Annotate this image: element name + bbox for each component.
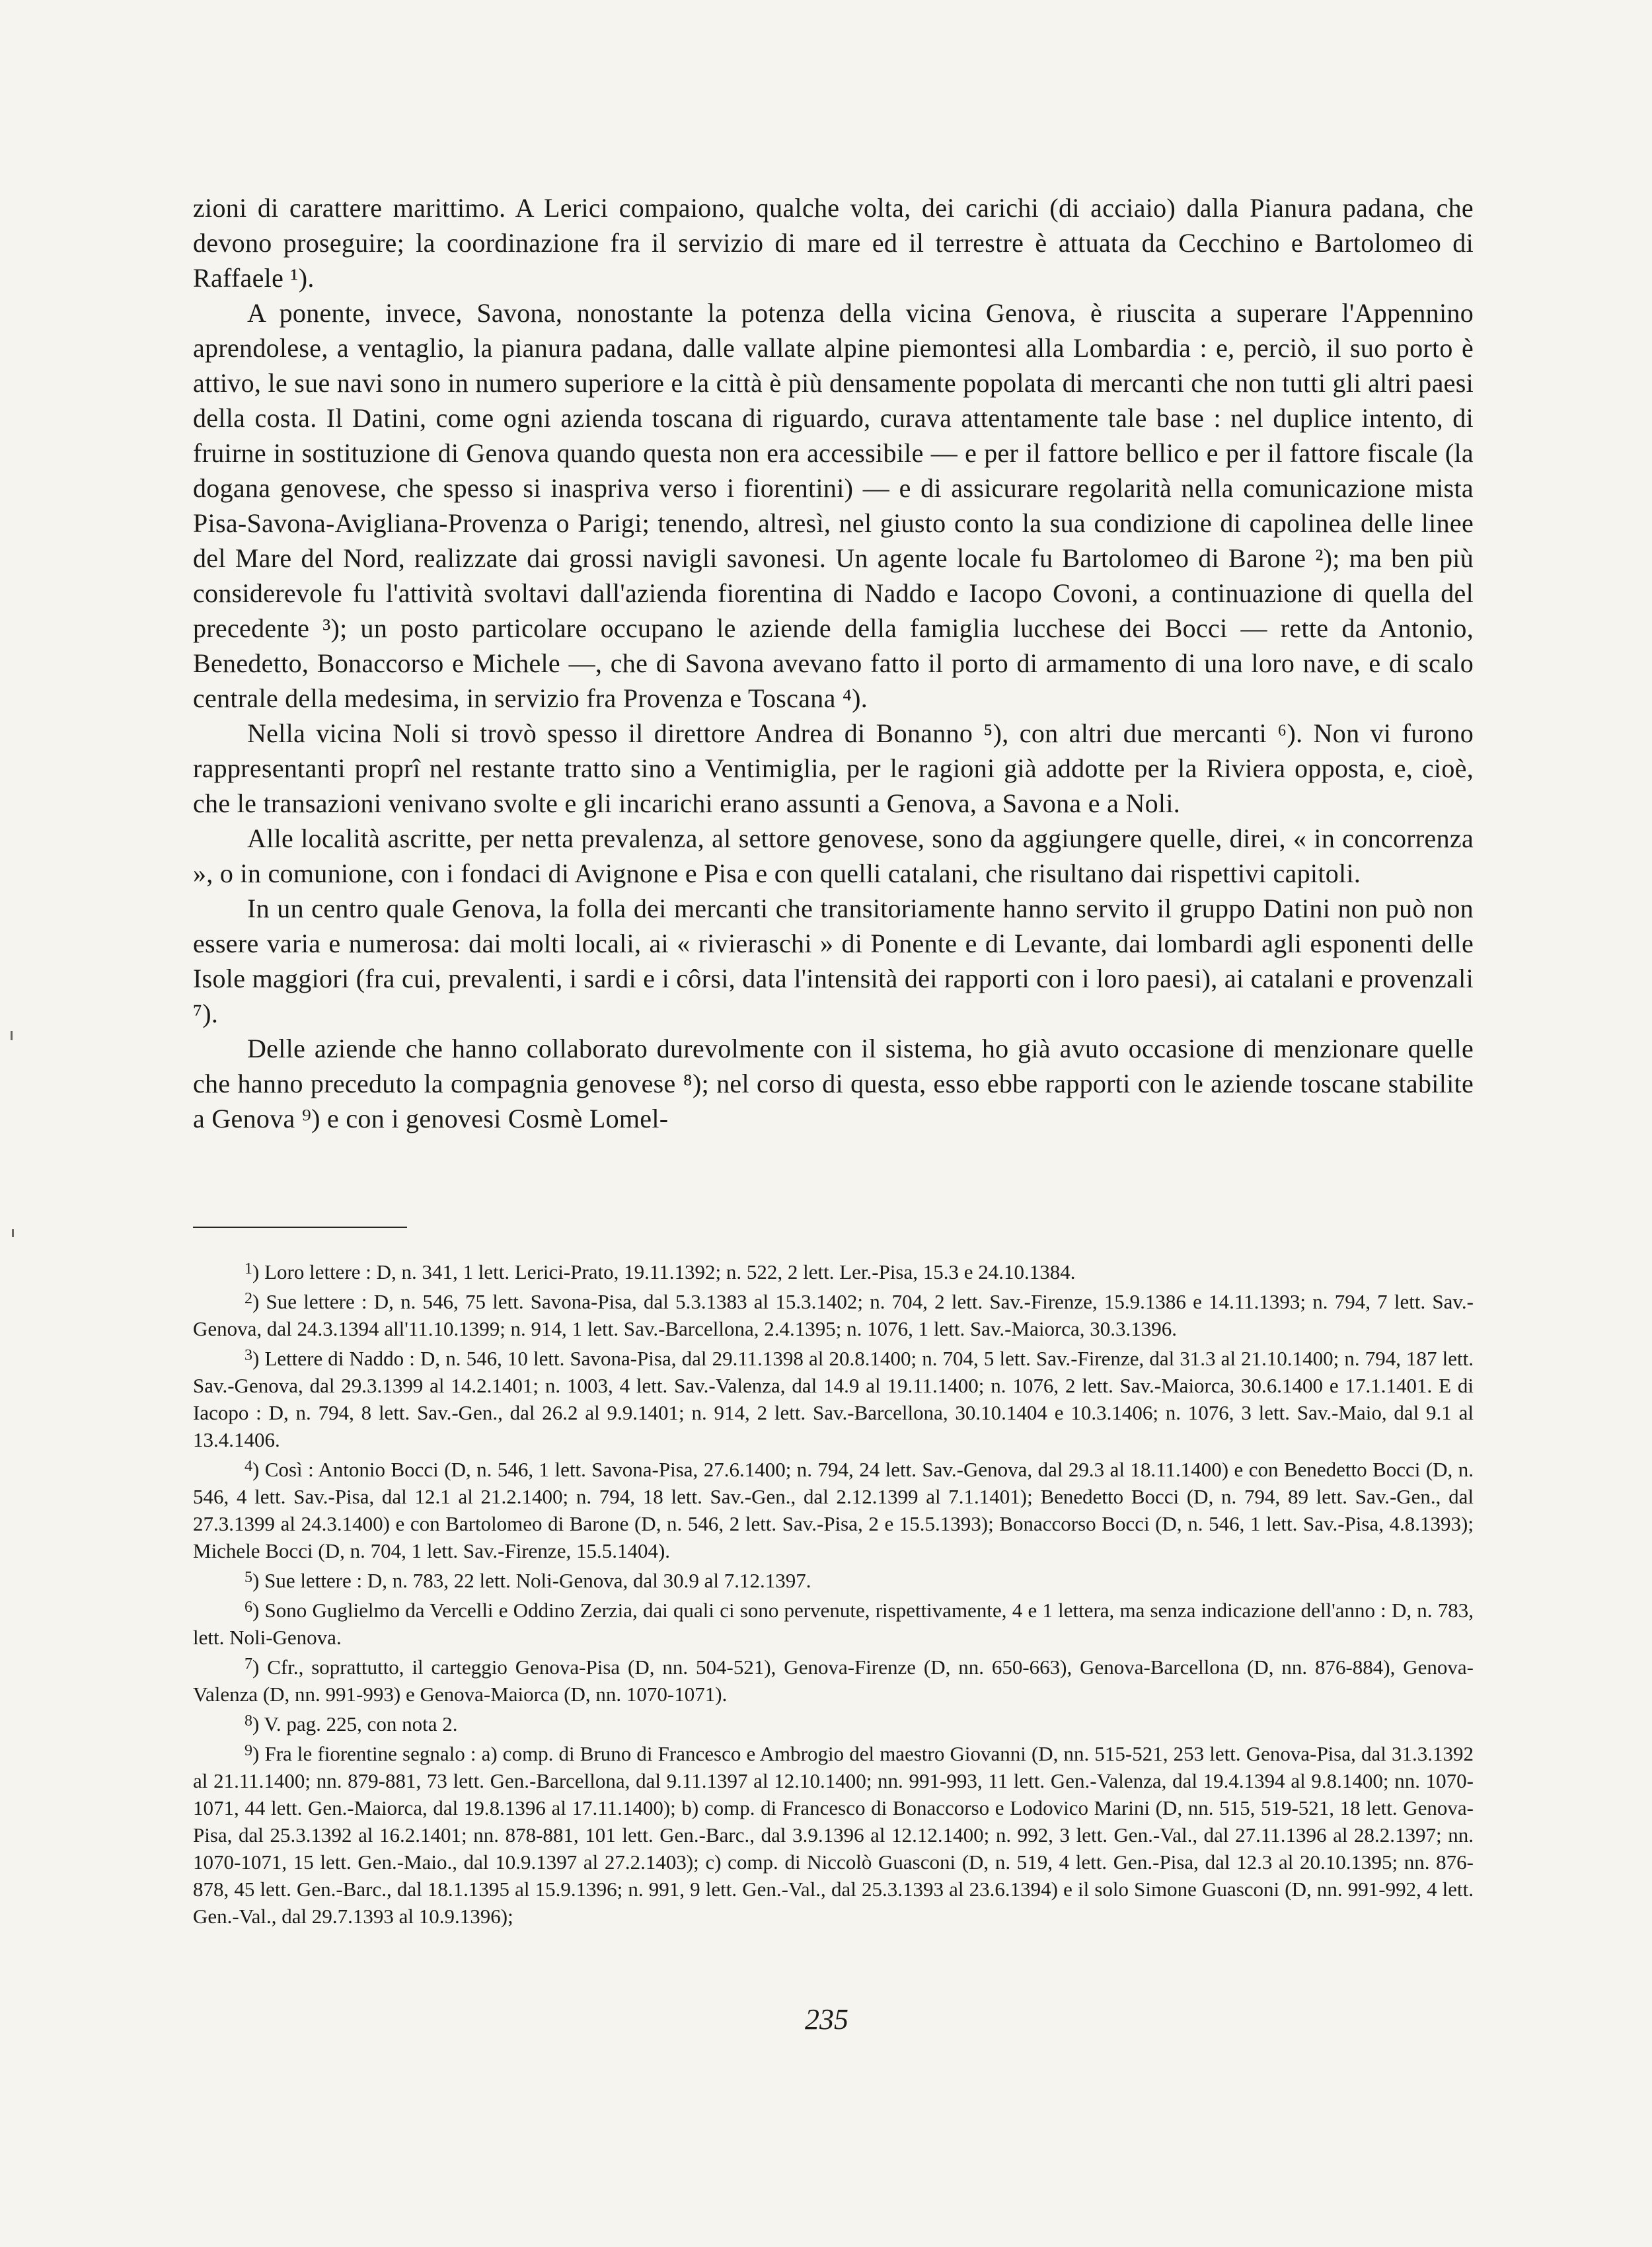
footnote-number: 5 [244,1569,252,1586]
footnote-separator [193,1227,407,1228]
footnote-text: V. pag. 225, con nota 2. [264,1712,458,1735]
footnote-text: Sono Guglielmo da Vercelli e Oddino Zerzia, dai quali ci sono pervenute, rispettivamente, 4 e 1 lettera, ma senza indicazione dell'anno : D, n. 783, lett. Noli-Genova. [193,1599,1474,1649]
footnote-text: Lettere di Naddo : D, n. 546, 10 lett. Savona-Pisa, dal 29.11.1398 al 20.8.1400; n. 704, 5 lett. Sav.-Firenze, dal 31.3 al 21.10.1400; n. 794, 187 lett. Sav.-Genova, dal 29.3.1399 al 14.2.1401; n. 1003, 4 lett. Sav.-Valenza, dal 14.9 al 19.11.1400; n. 1076, 2 lett. Sav.-Maiorca, 30.6.1400 e 17.1.1401. E di Iacopo : D, n. 794, 8 lett. Sav.-Gen., dal 26.2 al 9.9.1401; n. 914, 2 lett. Sav.-Barcellona, 30.10.1404 e 10.3.1406; n. 1076, 3 lett. Sav.-Maio, dal 9.1 al 13.4.1406. [193,1347,1474,1451]
footnote: $^1$) Loro lettere : D, n. 341, 1 lett. Lerici-Prato, 19.11.1392; n. 522, 2 lett. Ler.-Pisa, 15.3 e 24.10.1384. [244,1260,1076,1283]
footnote-number: 6 [244,1599,252,1616]
footnotes [193,1256,1474,1930]
footnote: $^9$) Fra le fiorentine segnalo : a) comp. di Bruno di Francesco e Ambrogio del maestro Giovanni (D, nn. 515-521, 253 lett. Genova-Pisa, dal 31.3.1392 al 21.11.1400; nn. 879-881, 73 lett. Gen.-Barcellona, dal 9.11.1397 al 12.10.1400; nn. 991-993, 11 lett. Gen.-Valenza, dal 19.4.1394 al 9.8.1400; nn. 1070-1071, 44 lett. Gen.-Maiorca, dal 19.8.1396 al 17.11.1400); b) comp. di Francesco di Bonaccorso e Lodovico Marini (D, nn. 515, 519-521, 18 lett. Genova-Pisa, dal 25.3.1392 al 16.2.1401; nn. 878-881, 101 lett. Gen.-Barc., dal 3.9.1396 al 12.12.1400; n. 992, 3 lett. Gen.-Val., dal 27.11.1396 al 28.2.1397; nn. 1070-1071, 15 lett. Gen.-Maio., dal 10.9.1397 al 27.2.1403); c) comp. di Niccolò Guasconi (D, n. 519, 4 lett. Gen.-Pisa, dal 12.3 al 20.10.1395; nn. 876-878, 45 lett. Gen.-Barc., dal 18.1.1395 al 15.9.1396; n. 991, 9 lett. Gen.-Val., dal 25.3.1393 al 23.6.1394) e il solo Simone Guasconi (D, nn. 991-992, 4 lett. Gen.-Val., dal 29.7.1393 al 10.9.1396); [193,1742,1474,1928]
footnote-text: Loro lettere : D, n. 341, 1 lett. Lerici-Prato, 19.11.1392; n. 522, 2 lett. Ler.-Pisa, 15.3 e 24.10.1384. [264,1260,1076,1283]
footnote-number: 9 [244,1742,252,1759]
footnote-number: 3 [244,1347,252,1364]
body-paragraph: In un centro quale Genova, la folla dei mercanti che transitoriamente hanno servito il gruppo Datini non può non essere varia e numerosa: dai molti locali, ai « rivieraschi » di Ponente e di Levante, dai lombardi agli esponenti delle Isole maggiori (fra cui, prevalenti, i sardi e i côrsi, data l'intensità dei rapporti con i loro paesi), ai catalani e provenzali ⁷). [193,894,1474,1028]
footnote-number: 7 [244,1656,252,1673]
footnote: $^3$) Lettere di Naddo : D, n. 546, 10 lett. Savona-Pisa, dal 29.11.1398 al 20.8.1400; n. 704, 5 lett. Sav.-Firenze, dal 31.3 al 21.10.1400; n. 794, 187 lett. Sav.-Genova, dal 29.3.1399 al 14.2.1401; n. 1003, 4 lett. Sav.-Valenza, dal 14.9 al 19.11.1400; n. 1076, 2 lett. Sav.-Maiorca, 30.6.1400 e 17.1.1401. E di Iacopo : D, n. 794, 8 lett. Sav.-Gen., dal 26.2 al 9.9.1401; n. 914, 2 lett. Sav.-Barcellona, 30.10.1404 e 10.3.1406; n. 1076, 3 lett. Sav.-Maio, dal 9.1 al 13.4.1406. [193,1347,1474,1451]
footnote-text: Sue lettere : D, n. 783, 22 lett. Noli-Genova, dal 30.9 al 7.12.1397. [264,1569,811,1592]
footnote-number: 1 [244,1260,252,1277]
footnote-text: Cfr., soprattutto, il carteggio Genova-Pisa (D, nn. 504-521), Genova-Firenze (D, nn. 650-663), Genova-Barcellona (D, nn. 876-884), Genova-Valenza (D, nn. 991-993) e Genova-Maiorca (D, nn. 1070-1071). [193,1656,1474,1706]
page-number: 235 [805,2003,848,2036]
body-paragraph: Nella vicina Noli si trovò spesso il direttore Andrea di Bonanno ⁵), con altri due mercanti ⁶). Non vi furono rappresentanti proprî nel restante tratto sino a Ventimiglia, per le ragioni già addotte per la Riviera opposta, e, cioè, che le transazioni venivano svolte e gli incarichi erano assunti a Genova, a Savona e a Noli. [193,718,1474,818]
margin-mark [12,1229,14,1237]
body-paragraph: Delle aziende che hanno collaborato durevolmente con il sistema, ho già avuto occasione di menzionare quelle che hanno preceduto la compagnia genovese ⁸); nel corso di questa, esso ebbe rapporti con le aziende toscane stabilite a Genova ⁹) e con i genovesi Cosmè Lomel- [193,1034,1474,1133]
footnote-number: 8 [244,1712,252,1730]
footnote: $^4$) Così : Antonio Bocci (D, n. 546, 1 lett. Savona-Pisa, 27.6.1400; n. 794, 24 lett. Sav.-Genova, dal 29.3 al 18.11.1400) e con Benedetto Bocci (D, n. 546, 4 lett. Sav.-Pisa, dal 12.1 al 21.2.1400; n. 794, 18 lett. Sav.-Gen., dal 2.12.1399 al 7.1.1401); Benedetto Bocci (D, n. 794, 89 lett. Sav.-Gen., dal 27.3.1399 al 24.3.1400) e con Bartolomeo di Barone (D, n. 546, 2 lett. Sav.-Pisa, 2 e 15.5.1393); Bonaccorso Bocci (D, n. 546, 1 lett. Sav.-Pisa, 4.8.1393); Michele Bocci (D, n. 704, 1 lett. Sav.-Firenze, 15.5.1404). [193,1458,1474,1562]
body-paragraph: Alle località ascritte, per netta prevalenza, al settore genovese, sono da aggiungere quelle, direi, « in concorrenza », o in comunione, con i fondaci di Avignone e Pisa e con quelli catalani, che risultano dai rispettivi capitoli. [193,823,1474,888]
footnote-number: 2 [244,1290,252,1307]
margin-mark [11,1031,13,1040]
main-text [193,190,1474,1136]
footnote: $^6$) Sono Guglielmo da Vercelli e Oddino Zerzia, dai quali ci sono pervenute, rispettivamente, 4 e 1 lettera, ma senza indicazione dell'anno : D, n. 783, lett. Noli-Genova. [193,1599,1474,1649]
body-paragraph: A ponente, invece, Savona, nonostante la potenza della vicina Genova, è riuscita a superare l'Appennino aprendolese, a ventaglio, la pianura padana, dalle vallate alpine piemontesi alla Lombardia : e, perciò, il suo porto è attivo, le sue navi sono in numero superiore e la città è più densamente popolata di mercanti che non tutti gli altri paesi della costa. Il Datini, come ogni azienda toscana di riguardo, curava attentamente tale base : nel duplice intento, di fruirne in sostituzione di Genova quando questa non era accessibile — e per il fattore bellico e per il fattore fiscale (la dogana genovese, che spesso si inaspriva verso i fiorentini) — e di assicurare regolarità nella comunicazione mista Pisa-Savona-Avigliana-Provenza o Parigi; tenendo, altresì, nel giusto conto la sua condizione di capolinea delle linee del Mare del Nord, realizzate dai grossi navigli savonesi. Un agente locale fu Bartolomeo di Barone ²); ma ben più considerevole fu l'attività svoltavi dall'azienda fiorentina di Naddo e Iacopo Covoni, a continuazione di quella del precedente ³); un posto particolare occupano le aziende della famiglia lucchese dei Bocci — rette da Antonio, Benedetto, Bonaccorso e Michele —, che di Savona avevano fatto il porto di armamento di una loro nave, e di scalo centrale della medesima, in servizio fra Provenza e Toscana ⁴). [193,298,1474,713]
footnote: $^7$) Cfr., soprattutto, il carteggio Genova-Pisa (D, nn. 504-521), Genova-Firenze (D, nn. 650-663), Genova-Barcellona (D, nn. 876-884), Genova-Valenza (D, nn. 991-993) e Genova-Maiorca (D, nn. 1070-1071). [193,1656,1474,1706]
footnote-text: Così : Antonio Bocci (D, n. 546, 1 lett. Savona-Pisa, 27.6.1400; n. 794, 24 lett. Sav.-Genova, dal 29.3 al 18.11.1400) e con Benedetto Bocci (D, n. 546, 4 lett. Sav.-Pisa, dal 12.1 al 21.2.1400; n. 794, 18 lett. Sav.-Gen., dal 2.12.1399 al 7.1.1401); Benedetto Bocci (D, n. 794, 89 lett. Sav.-Gen., dal 27.3.1399 al 24.3.1400) e con Bartolomeo di Barone (D, n. 546, 2 lett. Sav.-Pisa, 2 e 15.5.1393); Bonaccorso Bocci (D, n. 546, 1 lett. Sav.-Pisa, 4.8.1393); Michele Bocci (D, n. 704, 1 lett. Sav.-Firenze, 15.5.1404). [193,1458,1474,1562]
footnote-text: Fra le fiorentine segnalo : a) comp. di Bruno di Francesco e Ambrogio del maestro Giovanni (D, nn. 515-521, 253 lett. Genova-Pisa, dal 31.3.1392 al 21.11.1400; nn. 879-881, 73 lett. Gen.-Barcellona, dal 9.11.1397 al 12.10.1400; nn. 991-993, 11 lett. Gen.-Valenza, dal 19.4.1394 al 9.8.1400; nn. 1070-1071, 44 lett. Gen.-Maiorca, dal 19.8.1396 al 17.11.1400); b) comp. di Francesco di Bonaccorso e Lodovico Marini (D, nn. 515, 519-521, 18 lett. Genova-Pisa, dal 25.3.1392 al 16.2.1401; nn. 878-881, 101 lett. Gen.-Barc., dal 3.9.1396 al 12.12.1400; n. 992, 3 lett. Gen.-Val., dal 27.11.1396 al 28.2.1397; nn. 1070-1071, 15 lett. Gen.-Maio., dal 10.9.1397 al 27.2.1403); c) comp. di Niccolò Guasconi (D, n. 519, 4 lett. Gen.-Pisa, dal 12.3 al 20.10.1395; nn. 876-878, 45 lett. Gen.-Barc., dal 18.1.1395 al 15.9.1396; n. 991, 9 lett. Gen.-Val., dal 25.3.1393 al 23.6.1394) e il solo Simone Guasconi (D, nn. 991-992, 4 lett. Gen.-Val., dal 29.7.1393 al 10.9.1396); [193,1742,1474,1928]
footnote-text: Sue lettere : D, n. 546, 75 lett. Savona-Pisa, dal 5.3.1383 al 15.3.1402; n. 704, 2 lett. Sav.-Firenze, 15.9.1386 e 14.11.1393; n. 794, 7 lett. Sav.-Genova, dal 24.3.1394 all'11.10.1399; n. 914, 1 lett. Sav.-Barcellona, 2.4.1395; n. 1076, 1 lett. Sav.-Maiorca, 30.3.1396. [193,1290,1474,1340]
body-paragraph: zioni di carattere marittimo. A Lerici compaiono, qualche volta, dei carichi (di acciaio) dalla Pianura padana, che devono proseguire; la coordinazione fra il servizio di mare ed il terrestre è attuata da Cecchino e Bartolomeo di Raffaele ¹). [193,193,1474,293]
footnote: $^8$) V. pag. 225, con nota 2. [244,1712,458,1735]
footnote: $^5$) Sue lettere : D, n. 783, 22 lett. Noli-Genova, dal 30.9 al 7.12.1397. [244,1569,811,1592]
footnote-number: 4 [244,1458,252,1475]
footnote: $^2$) Sue lettere : D, n. 546, 75 lett. Savona-Pisa, dal 5.3.1383 al 15.3.1402; n. 704, 2 lett. Sav.-Firenze, 15.9.1386 e 14.11.1393; n. 794, 7 lett. Sav.-Genova, dal 24.3.1394 all'11.10.1399; n. 914, 1 lett. Sav.-Barcellona, 2.4.1395; n. 1076, 1 lett. Sav.-Maiorca, 30.3.1396. [193,1290,1474,1340]
